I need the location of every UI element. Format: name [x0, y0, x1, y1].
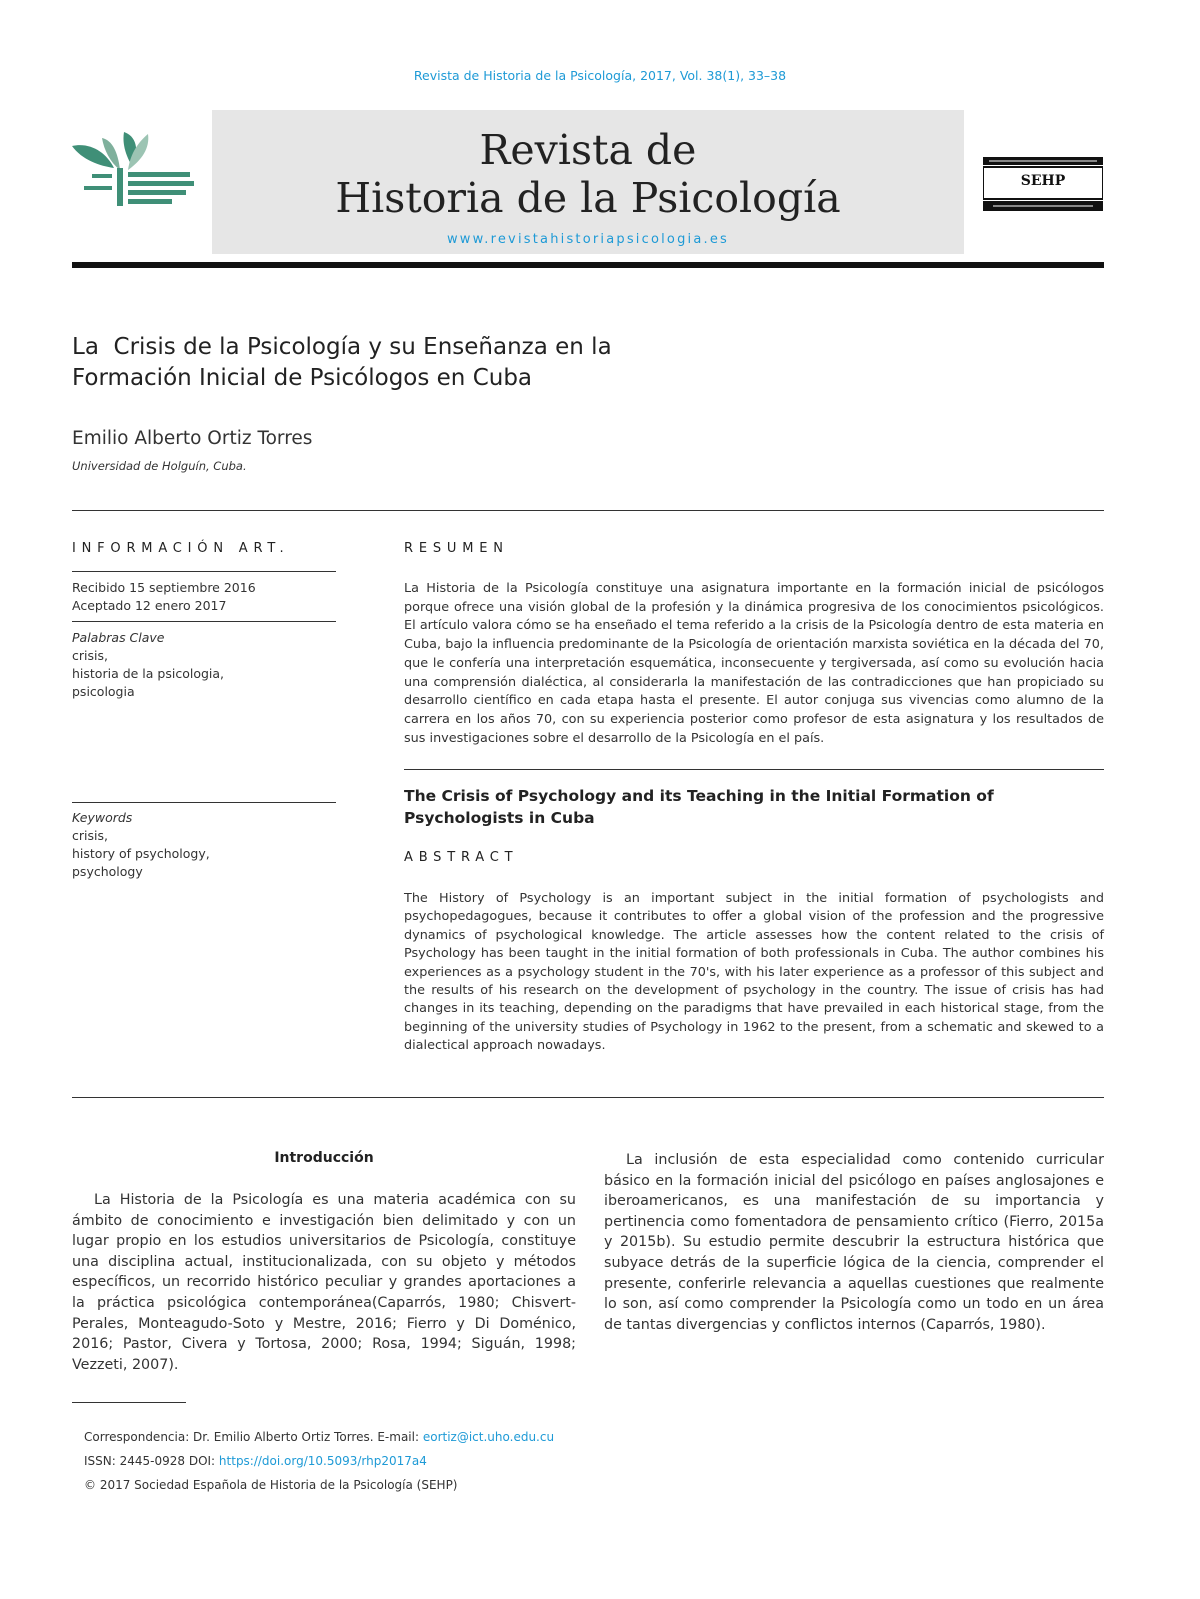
issn-footnote: [84, 1454, 427, 1468]
keyword-item: history of psychology,: [72, 846, 210, 861]
article-dates: [72, 579, 256, 615]
abstract-text: The History of Psychology is an important subject in the initial formation of psychologists and psychopedagogues, because it contributes to offer a global vision of the profession and the progressive dynamics of psychological knowledge. The article assesses how the content related to the crisis of Psychology has been taught in the initial formation of both professionals in Cuba. The author combines his experiences as a psychology student in the 70's, with his later experience as a professor of this subject and the results of his research on the development of psychology in the country. The issue of crisis has had changes in its teaching, depending on the paradigms that have prevailed in each historical stage, from the beginning of the university studies of Psychology in 1962 to the present, from a schematic and skewed to a dialectical approach nowadays.: [404, 891, 1104, 1054]
journal-url-link[interactable]: www.revistahistoriapsicologia.es: [446, 232, 730, 247]
issn-label: ISSN: 2445-0928 DOI:: [84, 1454, 219, 1468]
article-info-heading: INFORMACIÓN ART.: [72, 541, 290, 556]
article-title-line1: La Crisis de la Psicología y su Enseñanza en la: [72, 334, 612, 360]
english-title: The Crisis of Psychology and its Teaching in the Initial Formation of Psychologists in Cuba: [404, 787, 994, 827]
keywords-es-label: Palabras Clave: [72, 630, 165, 645]
article-title-line2: Formación Inicial de Psicólogos en Cuba: [72, 365, 533, 391]
sehp-logo: [983, 157, 1103, 211]
keyword-item: crisis,: [72, 648, 108, 663]
journal-masthead: [212, 110, 964, 254]
email-link[interactable]: eortiz@ict.uho.edu.cu: [422, 1430, 555, 1444]
sehp-text: SEHP: [1020, 173, 1066, 189]
citation-line: Revista de Historia de la Psicología, 2017, Vol. 38(1), 33–38: [413, 68, 787, 83]
section-divider: [72, 510, 1104, 511]
header-divider: [72, 262, 1104, 268]
keyword-item: psychology: [72, 864, 143, 879]
keyword-item: crisis,: [72, 828, 108, 843]
colegio-psicologos-logo: [70, 130, 200, 210]
introduction-heading: Introducción: [274, 1150, 374, 1166]
keywords-en-label: Keywords: [72, 810, 133, 825]
body-paragraph: La inclusión de esta especialidad como contenido curricular básico en la formación inicial del psicólogo en países anglosajones e iberoamericanos, es una manifestación de su importancia y pertinencia como fomentadora de pensamiento crítico (Fierro, 2015a y 2015b). Su estudio permite descubrir la estructura histórica que subyace detrás de la superficie lógica de la ciencia, comprender el presente, conferirle relevancia a aquellas cuestiones que realmente lo son, así como comprender la Psicología como un todo en un área de tantas divergencias y conflictos internos (Caparrós, 1980).: [604, 1152, 1104, 1333]
keywords-es: [72, 629, 224, 701]
journal-title: [212, 126, 964, 222]
keyword-item: psicologia: [72, 684, 135, 699]
journal-title-line2: Historia de la Psicología: [335, 174, 841, 222]
author-affiliation: Universidad de Holguín, Cuba.: [72, 459, 247, 473]
correspondence-footnote: [84, 1430, 554, 1444]
correspondence-label: Correspondencia: Dr. Emilio Alberto Ortiz Torres. E-mail:: [84, 1430, 423, 1444]
keyword-item: historia de la psicologia,: [72, 666, 225, 681]
body-paragraph: La Historia de la Psicología es una materia académica con su ámbito de conocimiento e investigación bien delimitado y con un lugar propio en los estudios universitarios de Psicología, constituye una disciplina actual, institucionalizada, con su objeto y métodos específicos, un recorrido histórico peculiar y grandes aportaciones a la práctica psicológica contemporánea(Caparrós, 1980; Chisvert-Perales, Monteagudo-Soto y Mestre, 2016; Fierro y Di Doménico, 2016; Pastor, Civera y Tortosa, 2000; Rosa, 1994; Siguán, 1998; Vezzeti, 2007).: [72, 1192, 576, 1373]
resumen-text: La Historia de la Psicología constituye una asignatura importante en la formación inicial de psicólogos porque ofrece una visión global de la profesión y la dinámica progresiva de los conocimientos psicológicos. El artículo valora cómo se ha enseñado el tema referido a la crisis de la Psicología dentro de esta materia en Cuba, bajo la influencia predominante de la Psicología de orientación marxista soviética en la década del 70, que le confería una interpretación esquemática, inconsecuente y tergiversada, así como su evolución hacia una comprensión dialéctica, al considerarla la manifestación de las contradicciones que han propiciado su desarrollo científico en cada etapa hasta el presente. El autor conjuga sus vivencias como alumno de la carrera en los años 70, con su experiencia posterior como profesor de esta asignatura y los resultados de sus investigaciones sobre el desarrollo de la Psicología en el país.: [404, 581, 1104, 746]
resumen-heading: RESUMEN: [404, 541, 509, 556]
abstract-heading: ABSTRACT: [404, 850, 519, 865]
dates-divider: [72, 621, 336, 622]
author-name: Emilio Alberto Ortiz Torres: [72, 428, 313, 449]
doi-link[interactable]: https://doi.org/10.5093/rhp2017a4: [218, 1454, 427, 1468]
journal-title-line1: Revista de: [479, 126, 697, 174]
footnote-divider: [72, 1402, 186, 1403]
received-date: Recibido 15 septiembre 2016: [72, 580, 256, 595]
copyright-footnote: © 2017 Sociedad Española de Historia de la Psicología (SEHP): [84, 1478, 458, 1492]
leaf-logo-icon: [70, 130, 200, 210]
article-title: [72, 332, 772, 394]
info-divider: [72, 571, 336, 572]
accepted-date: Aceptado 12 enero 2017: [72, 598, 227, 613]
keywords-en: [72, 809, 210, 881]
keywords-divider: [72, 802, 336, 803]
resumen-divider: [404, 769, 1104, 770]
section-divider: [72, 1097, 1104, 1098]
